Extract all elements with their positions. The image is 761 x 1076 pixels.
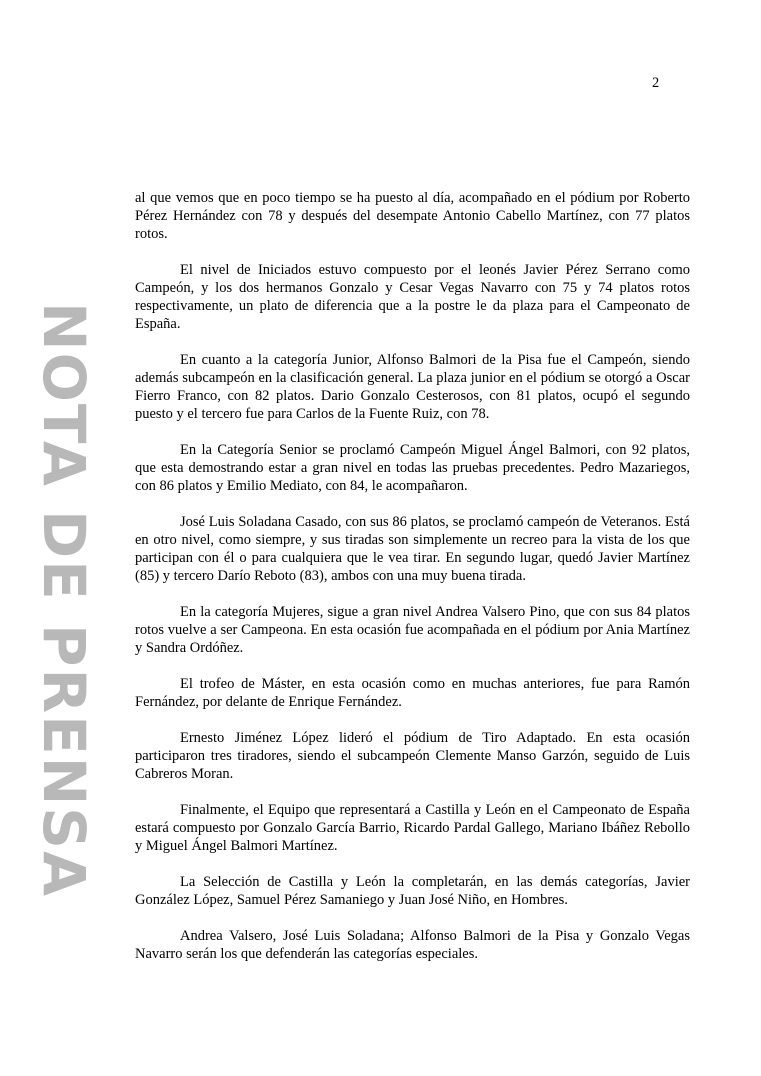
- press-release-stamp-text: NOTA DE PRENSA: [30, 302, 98, 898]
- paragraph-senior: En la Categoría Senior se proclamó Campeón Miguel Ángel Balmori, con 92 platos, que esta demostrando estar a gran nivel en todas las pruebas precedentes. Pedro Mazariegos, con 86 platos y Emilio Mediato, con 84, le acompañaron.: [135, 442, 690, 494]
- paragraph-categorias-especiales: Andrea Valsero, José Luis Soladana; Alfonso Balmori de la Pisa y Gonzalo Vegas Navarro serán los que defenderán las categorías especiales.: [135, 928, 690, 962]
- paragraph-junior-continuation: al que vemos que en poco tiempo se ha puesto al día, acompañado en el pódium por Roberto Pérez Hernández con 78 y después del desempate Antonio Cabello Martínez, con 77 platos rotos.: [135, 190, 690, 242]
- paragraph-junior: En cuanto a la categoría Junior, Alfonso Balmori de la Pisa fue el Campeón, siendo además subcampeón en la clasificación general. La plaza junior en el pódium se otorgó a Oscar Fierro Franco, con 82 platos. Dario Gonzalo Cesterosos, con 81 platos, ocupó el segundo puesto y el tercero fue para Carlos de la Fuente Ruiz, con 78.: [135, 352, 690, 422]
- paragraph-mujeres: En la categoría Mujeres, sigue a gran nivel Andrea Valsero Pino, que con sus 84 platos rotos vuelve a ser Campeona. En esta ocasión fue acompañada en el pódium por Ania Martínez y Sandra Ordóñez.: [135, 604, 690, 656]
- press-release-stamp: [30, 302, 98, 898]
- paragraph-veteranos: José Luis Soladana Casado, con sus 86 platos, se proclamó campeón de Veteranos. Está en otro nivel, como siempre, y sus tiradas son simplemente un recreo para la vista de los que participan con él o para cualquiera que le vea tirar. En segundo lugar, quedó Javier Martínez (85) y tercero Darío Reboto (83), ambos con una muy buena tirada.: [135, 514, 690, 584]
- paragraph-tiro-adaptado: Ernesto Jiménez López lideró el pódium de Tiro Adaptado. En esta ocasión participaron tres tiradores, siendo el subcampeón Clemente Manso Garzón, seguido de Luis Cabreros Moran.: [135, 730, 690, 782]
- page-number: 2: [652, 75, 660, 91]
- paragraph-master: El trofeo de Máster, en esta ocasión como en muchas anteriores, fue para Ramón Fernández, por delante de Enrique Fernández.: [135, 676, 690, 710]
- paragraph-equipo: Finalmente, el Equipo que representará a Castilla y León en el Campeonato de España estará compuesto por Gonzalo García Barrio, Ricardo Pardal Gallego, Mariano Ibáñez Rebollo y Miguel Ángel Balmori Martínez.: [135, 802, 690, 854]
- paragraph-iniciados: El nivel de Iniciados estuvo compuesto por el leonés Javier Pérez Serrano como Campeón, y los dos hermanos Gonzalo y Cesar Vegas Navarro con 75 y 74 platos rotos respectivamente, un plato de diferencia que a la postre le da plaza para el Campeonato de España.: [135, 262, 690, 332]
- paragraph-seleccion: La Selección de Castilla y León la completarán, en las demás categorías, Javier González López, Samuel Pérez Samaniego y Juan José Niño, en Hombres.: [135, 874, 690, 908]
- document-body: [135, 189, 690, 981]
